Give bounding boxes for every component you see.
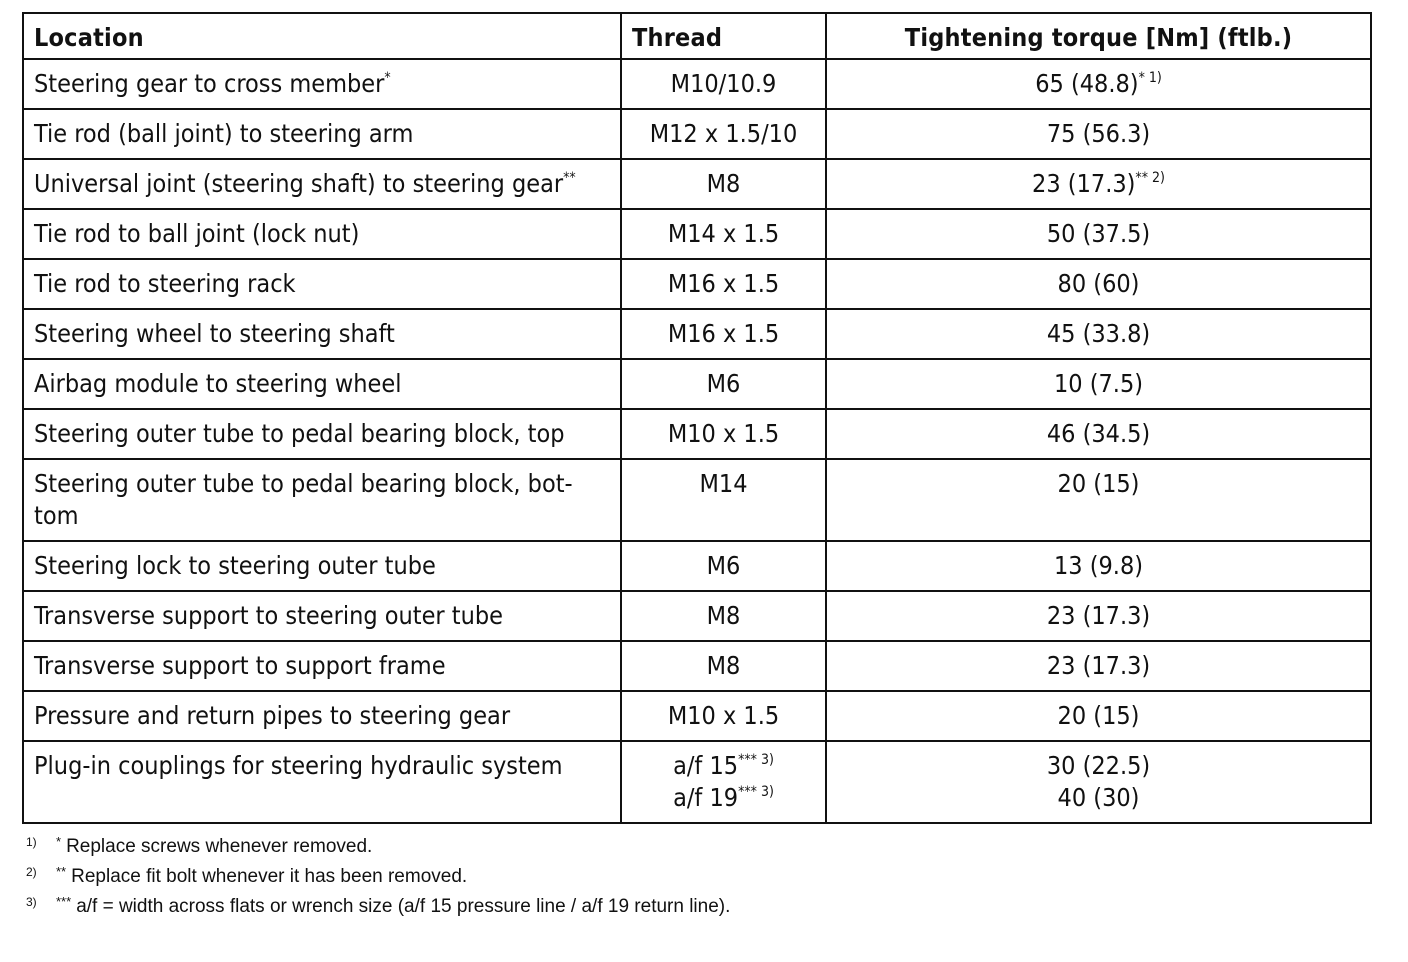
location-text: Tie rod (ball joint) to steering arm [34,119,414,148]
table-row [23,309,1371,359]
torque-text: 13 (9.8) [1053,551,1144,580]
location-text: Airbag module to steering wheel [34,369,402,398]
torque-cell [826,359,1371,409]
location-text: Steering lock to steering outer tube [34,551,436,580]
location-cell [23,309,621,359]
torque-text: 46 (34.5) [1046,419,1151,448]
torque-cell [826,691,1371,741]
torque-specification-table [22,12,1372,824]
location-cell [23,359,621,409]
location-cell [23,691,621,741]
thread-cell [621,109,826,159]
table-row [23,259,1371,309]
thread-text: a/f 15 [673,751,739,780]
torque-text: 10 (7.5) [1053,369,1144,398]
footnotes [26,832,730,922]
thread-text: M8 [706,169,741,198]
thread-cell [621,409,826,459]
location-cell [23,409,621,459]
table-row [23,459,1371,541]
thread-text: M6 [706,551,741,580]
torque-text: 50 (37.5) [1046,219,1151,248]
location-cell [23,459,621,541]
torque-cell [826,59,1371,109]
table-header-row [23,13,1371,59]
torque-text: 30 (22.5) [1046,751,1151,780]
location-footnote-mark: * [384,70,391,86]
torque-cell [826,591,1371,641]
location-text: Transverse support to steering outer tube [34,601,503,630]
torque-cell [826,209,1371,259]
table-row [23,641,1371,691]
torque-footnote-mark: * 1) [1138,70,1162,86]
location-footnote-mark: ** [563,170,576,186]
location-text: Universal joint (steering shaft) to steering gear [34,169,564,198]
torque-cell [826,459,1371,541]
thread-cell [621,259,826,309]
thread-cell [621,741,826,823]
thread-cell [621,541,826,591]
footnote-text: Replace screws whenever removed. [66,836,373,857]
thread-cell [621,459,826,541]
torque-text: 75 (56.3) [1046,119,1151,148]
location-cell [23,159,621,209]
torque-cell [826,541,1371,591]
location-cell [23,641,621,691]
table-row [23,359,1371,409]
footnote-mark: ** [56,864,67,879]
footnote [26,832,730,862]
table-row [23,209,1371,259]
torque-footnote-mark: ** 2) [1135,170,1165,186]
thread-cell [621,591,826,641]
thread-text: M16 x 1.5 [667,319,780,348]
torque-text: 80 (60) [1057,269,1140,298]
footnote [26,892,730,922]
torque-cell [826,109,1371,159]
torque-cell [826,409,1371,459]
location-cell [23,259,621,309]
location-cell [23,209,621,259]
thread-text: M16 x 1.5 [667,269,780,298]
location-text: Transverse support to support frame [34,651,446,680]
footnote-text: a/f = width across flats or wrench size (a/f 15 pressure line / a/f 19 return line). [76,896,731,917]
location-text: Tie rod to ball joint (lock nut) [34,219,360,248]
header-location: Location [23,13,621,59]
location-text: Pressure and return pipes to steering gear [34,701,511,730]
table-body [23,59,1371,823]
footnote-number: 1) [26,835,37,849]
location-text: Steering wheel to steering shaft [34,319,395,348]
table-row [23,109,1371,159]
table-row [23,591,1371,641]
torque-cell [826,641,1371,691]
torque-cell [826,741,1371,823]
thread-text: M6 [706,369,741,398]
table-row [23,159,1371,209]
thread-cell [621,641,826,691]
thread-cell [621,359,826,409]
thread-text: M8 [706,601,741,630]
torque-text: 45 (33.8) [1046,319,1151,348]
header-thread: Thread [621,13,826,59]
thread-text: M10 x 1.5 [667,701,780,730]
torque-text: 20 (15) [1057,469,1140,498]
location-text: Steering gear to cross member [34,69,385,98]
location-text: Tie rod to steering rack [34,269,296,298]
table-row [23,59,1371,109]
torque-cell [826,309,1371,359]
location-cell [23,109,621,159]
torque-cell [826,259,1371,309]
header-torque: Tightening torque [Nm] (ftlb.) [826,13,1371,59]
thread-text: M10/10.9 [670,69,777,98]
footnote [26,862,730,892]
location-cell [23,591,621,641]
thread-text-second: a/f 19 [673,783,739,812]
thread-text: M10 x 1.5 [667,419,780,448]
location-text: Plug-in couplings for steering hydraulic system [34,751,563,780]
thread-footnote-mark-second: *** 3) [738,784,774,800]
torque-cell [826,159,1371,209]
thread-text: M8 [706,651,741,680]
torque-text: 65 (48.8) [1035,69,1139,98]
thread-footnote-mark: *** 3) [738,752,774,768]
thread-text: M14 x 1.5 [667,219,780,248]
footnote-number: 2) [26,865,37,879]
table-row [23,741,1371,823]
thread-text: M12 x 1.5/10 [649,119,798,148]
thread-cell [621,159,826,209]
table-row [23,541,1371,591]
torque-text-second: 40 (30) [1057,783,1140,812]
torque-text: 23 (17.3) [1046,601,1151,630]
location-cell [23,541,621,591]
footnote-number: 3) [26,895,37,909]
location-cell [23,59,621,109]
footnote-text: Replace fit bolt whenever it has been removed. [71,866,468,887]
footnote-mark: * [56,834,62,849]
thread-cell [621,209,826,259]
location-cell [23,741,621,823]
location-text: Steering outer tube to pedal bearing block, bot- [34,469,573,498]
thread-cell [621,309,826,359]
torque-text: 23 (17.3) [1046,651,1151,680]
thread-cell [621,691,826,741]
thread-cell [621,59,826,109]
table-row [23,409,1371,459]
table-row [23,691,1371,741]
location-text: Steering outer tube to pedal bearing block, top [34,419,565,448]
torque-text: 23 (17.3) [1032,169,1136,198]
location-text-continued: tom [34,501,79,530]
thread-text: M14 [699,469,748,498]
torque-text: 20 (15) [1057,701,1140,730]
footnote-mark: *** [56,894,72,909]
